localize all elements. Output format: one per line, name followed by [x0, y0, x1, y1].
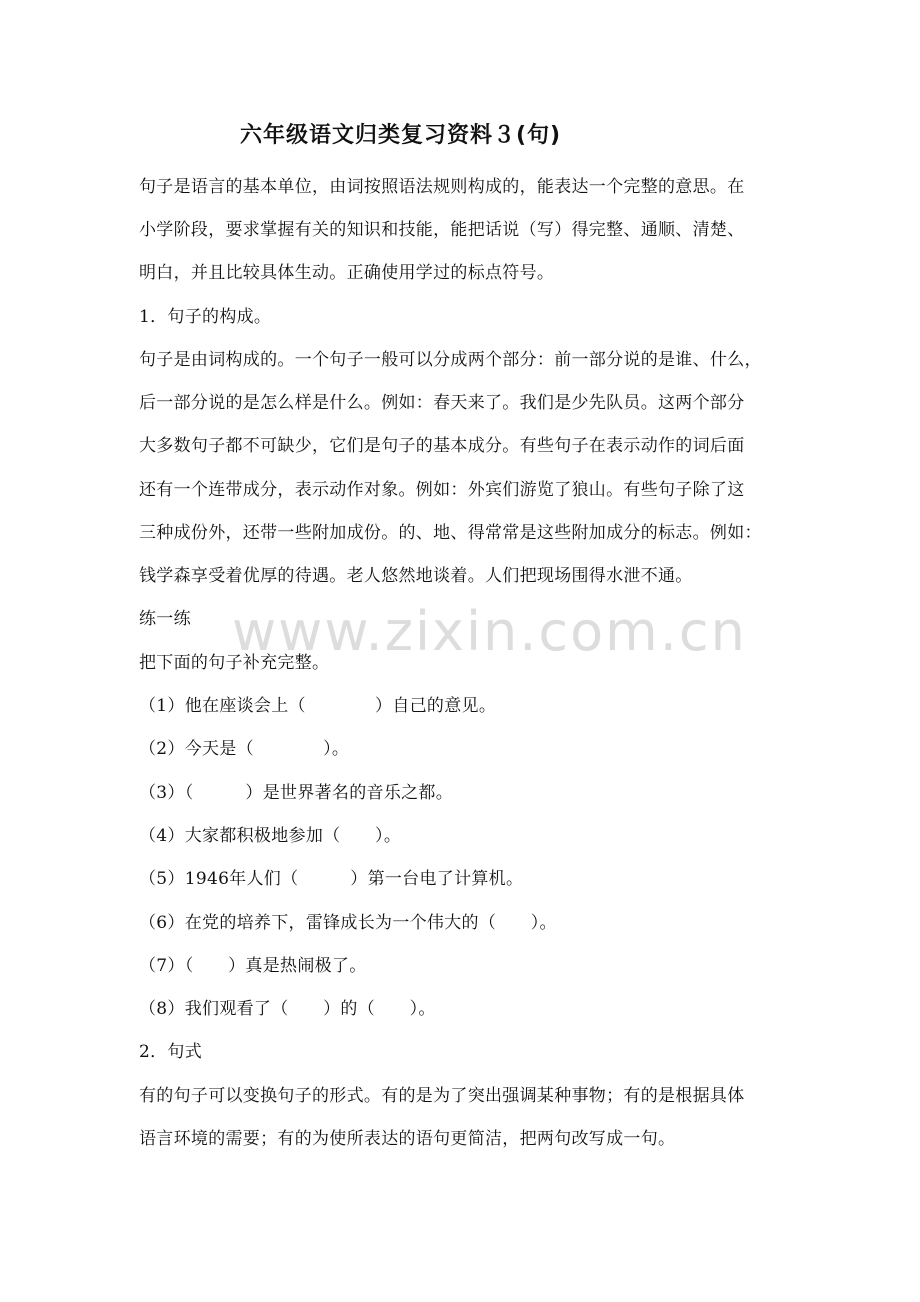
paragraph-line: 大多数句子都不可缺少，它们是句子的基本成分。有些句子在表示动作的词后面 — [139, 436, 745, 456]
paragraph-line: 句子是由词构成的。一个句子一般可以分成两个部分：前一部分说的是谁、什么， — [139, 350, 762, 370]
exercise-item: （4）大家都积极地参加（ ）。 — [139, 826, 402, 846]
exercise-item: （6）在党的培养下，雷锋成长为一个伟大的（ ）。 — [139, 913, 557, 933]
paragraph-line: 后一部分说的是怎么样是什么。例如：春天来了。我们是少先队员。这两个部分 — [139, 393, 745, 413]
section-heading: 2．句式 — [139, 1042, 203, 1062]
exercise-item: （1）他在座谈会上（ ）自己的意见。 — [139, 696, 497, 716]
exercise-item: （5）1946年人们（ ）第一台电了计算机。 — [139, 869, 524, 889]
exercise-item: （8）我们观看了（ ）的（ ）。 — [139, 999, 436, 1019]
watermark: www.zixin.com.cn — [232, 600, 747, 663]
paragraph-line: 还有一个连带成分，表示动作对象。例如：外宾们游览了狼山。有些句子除了这 — [139, 480, 745, 500]
exercise-item: （7）（ ）真是热闹极了。 — [139, 956, 367, 976]
paragraph-line: 语言环境的需要；有的为使所表达的语句更简洁，把两句改写成一句。 — [139, 1129, 676, 1149]
intro-line: 句子是语言的基本单位，由词按照语法规则构成的，能表达一个完整的意思。在 — [139, 177, 745, 197]
practice-instruction: 把下面的句子补充完整。 — [139, 653, 330, 673]
paragraph-line: 有的句子可以变换句子的形式。有的是为了突出强调某种事物；有的是根据具体 — [139, 1086, 745, 1106]
paragraph-line: 钱学森享受着优厚的待遇。老人悠然地谈着。人们把现场围得水泄不通。 — [139, 566, 693, 586]
intro-line: 小学阶段，要求掌握有关的知识和技能，能把话说（写）得完整、通顺、清楚、 — [139, 220, 745, 240]
exercise-item: （3）（ ）是世界著名的音乐之都。 — [139, 783, 454, 803]
section-heading: 1．句子的构成。 — [139, 307, 272, 327]
exercise-item: （2）今天是（ ）。 — [139, 739, 350, 759]
document-title: 六年级语文归类复习资料３(句) — [240, 123, 562, 148]
practice-label: 练一练 — [139, 609, 191, 629]
intro-line: 明白，并且比较具体生动。正确使用学过的标点符号。 — [139, 263, 555, 283]
paragraph-line: 三种成份外，还带一些附加成份。的、地、得常常是这些附加成分的标志。例如： — [139, 523, 762, 543]
